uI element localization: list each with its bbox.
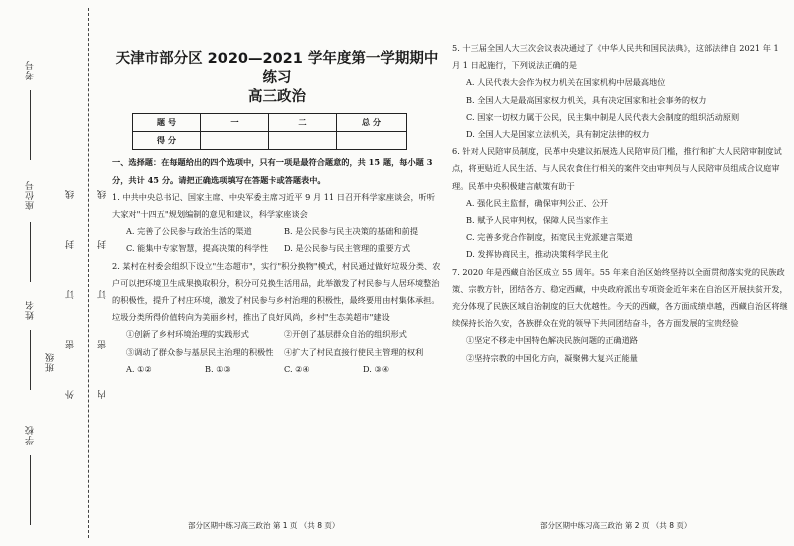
zuoweihao-line <box>30 222 31 282</box>
option: D. 发挥协商民主，推动决策科学民主化 <box>466 249 609 260</box>
options <box>112 223 442 240</box>
page-1-column <box>112 0 442 546</box>
option: C. 能集中专家智慧，提高决策的科学性 <box>126 243 269 254</box>
option: D. ③④ <box>363 363 390 374</box>
seal-char: 线 <box>66 190 76 199</box>
xuexiao-label: 学校 <box>26 425 36 445</box>
options <box>112 361 442 378</box>
footer-page-2: 部分区期中练习高三政治 第 2 页 （共 8 页） <box>540 521 692 530</box>
page-2-column <box>452 0 788 546</box>
options <box>112 240 442 257</box>
option: C. 完善多党合作制度，拓宽民主党派建言渠道 <box>466 232 633 243</box>
seal-char: 密 <box>66 340 76 349</box>
option: A. 完善了公民参与政治生活的渠道 <box>126 226 252 237</box>
score-cell <box>337 132 407 150</box>
score-header-cell: 题 号 <box>133 114 201 132</box>
score-header-cell: 总 分 <box>337 114 407 132</box>
seal-char: 外 <box>66 390 76 399</box>
statement: ④扩大了村民直接行使民主管理的权利 <box>284 346 424 357</box>
option: D. 全国人大是国家立法机关，具有制定法律的权力 <box>466 129 650 140</box>
seal-char: 订 <box>98 290 108 299</box>
option: B. 是公民参与民主决策的基础和前提 <box>284 226 419 237</box>
statement: ③调动了群众参与基层民主治理的积极性 <box>126 346 274 357</box>
zuoweihao-label: 座位号 <box>26 180 36 210</box>
option: B. ①③ <box>205 363 231 374</box>
xingming-line <box>30 330 31 390</box>
score-table <box>132 113 407 150</box>
option: C. ②④ <box>284 363 310 374</box>
statement: ①坚定不移走中国特色解决民族问题的正确道路 <box>466 335 638 346</box>
question-5: 5. 十三届全国人大三次会议表决通过了《中华人民共和国民法典》，这部法律自 2021 年 1 月 1 日起施行，下列说法正确的是 <box>452 43 779 71</box>
score-header-cell: 二 <box>269 114 337 132</box>
seal-char: 线 <box>98 190 108 199</box>
option: B. 赋予人民审判权，保障人民当家作主 <box>466 215 609 226</box>
question-6: 6. 针对人民陪审员制度，民革中央建议拓展选人民陪审员门槛，推行和扩大人民陪审制度试点，将更贴近人民生活、与人民农食住行相关的案件交由审判员与人民陪审员组成合议庭审理。民革中央积极建言献策有助于 <box>452 146 782 191</box>
option: B. 全国人大是最高国家权力机关，具有决定国家和社会事务的权力 <box>466 94 707 105</box>
score-header-cell: 一 <box>201 114 269 132</box>
exam-title: 天津市部分区 2020—2021 学年度第一学期期中练习 <box>115 51 439 86</box>
seal-char: 内 <box>98 390 108 399</box>
seal-char: 封 <box>66 240 76 249</box>
option: A. 人民代表大会作为权力机关在国家机构中居最高地位 <box>466 77 666 88</box>
statement: ①创新了乡村环境治理的实践形式 <box>126 329 249 340</box>
statement: ②开创了基层群众自治的组织形式 <box>284 329 407 340</box>
kaohao-label: 考号 <box>26 60 36 80</box>
option: A. ①② <box>126 363 152 374</box>
statements <box>112 344 442 361</box>
statements <box>112 326 442 343</box>
option: A. 强化民主监督，确保审判公正、公开 <box>466 197 609 208</box>
question-2: 2. 某村在村委会组织下设立"生态超市"，实行"积分换物"模式，村民通过做好垃圾分类、农户可以把环境卫生成果换取积分，积分可兑换生活用品，此举激发了村民参与人居环境整治的积极性，提升了村庄环境，激发了村民参与乡村治理的积极性，最终要用由村集体承担。垃圾分类所得价值转向为美丽乡村，推出了良好风尚，乡村"生态美超市"建设 <box>112 260 441 323</box>
score-label-cell: 得 分 <box>133 132 201 150</box>
footer-page-1: 部分区期中练习高三政治 第 1 页 （共 8 页） <box>188 521 340 530</box>
seal-dashed-line <box>88 8 89 538</box>
kaohao-line <box>30 90 31 160</box>
seal-char: 封 <box>98 240 108 249</box>
score-cell <box>201 132 269 150</box>
option: C. 国家一切权力属于公民，民主集中制是人民代表大会制度的组织活动原则 <box>466 111 740 122</box>
question-7: 7. 2020 年是西藏自治区成立 55 周年。55 年来自治区始终坚持以全面贯彻落实党的民族政策、宗教方针，团结各方、稳定西藏，中央政府派出专项资金近年来在自治区开展扶贫开发，充分体现了民族区域自治制度的巨大优越性。今天的西藏，各方面成绩卓越，西藏自治区将继续保持长治久安，各族群众在党的领导下共同团结奋斗，各方面发展的宝贵经验 <box>452 266 788 329</box>
score-cell <box>269 132 337 150</box>
xingming-label: 姓名 <box>26 300 36 320</box>
seal-char: 订 <box>66 290 76 299</box>
xuexiao-line <box>30 455 31 525</box>
binding-margin <box>0 0 108 546</box>
option: D. 是公民参与民主管理的重要方式 <box>284 243 411 254</box>
question-1: 1. 中共中央总书记、国家主席、中央军委主席习近平 9 月 11 日召开科学家座谈会，听听大家对"十四五"规划编制的意见和建议，科学家座谈会 <box>112 191 436 220</box>
seal-char: 密 <box>98 340 108 349</box>
statement: ②坚持宗教的中国化方向，凝聚佛大复兴正能量 <box>466 352 638 363</box>
banji-label: 班级 <box>46 352 56 372</box>
section-instructions: 一、选择题：在每题给出的四个选项中，只有一项是最符合题意的，共 15 题，每小题 3 分，共计 45 分。请把正确选项填写在答题卡或答题表中。 <box>112 157 433 185</box>
exam-subtitle: 高三政治 <box>248 89 306 105</box>
